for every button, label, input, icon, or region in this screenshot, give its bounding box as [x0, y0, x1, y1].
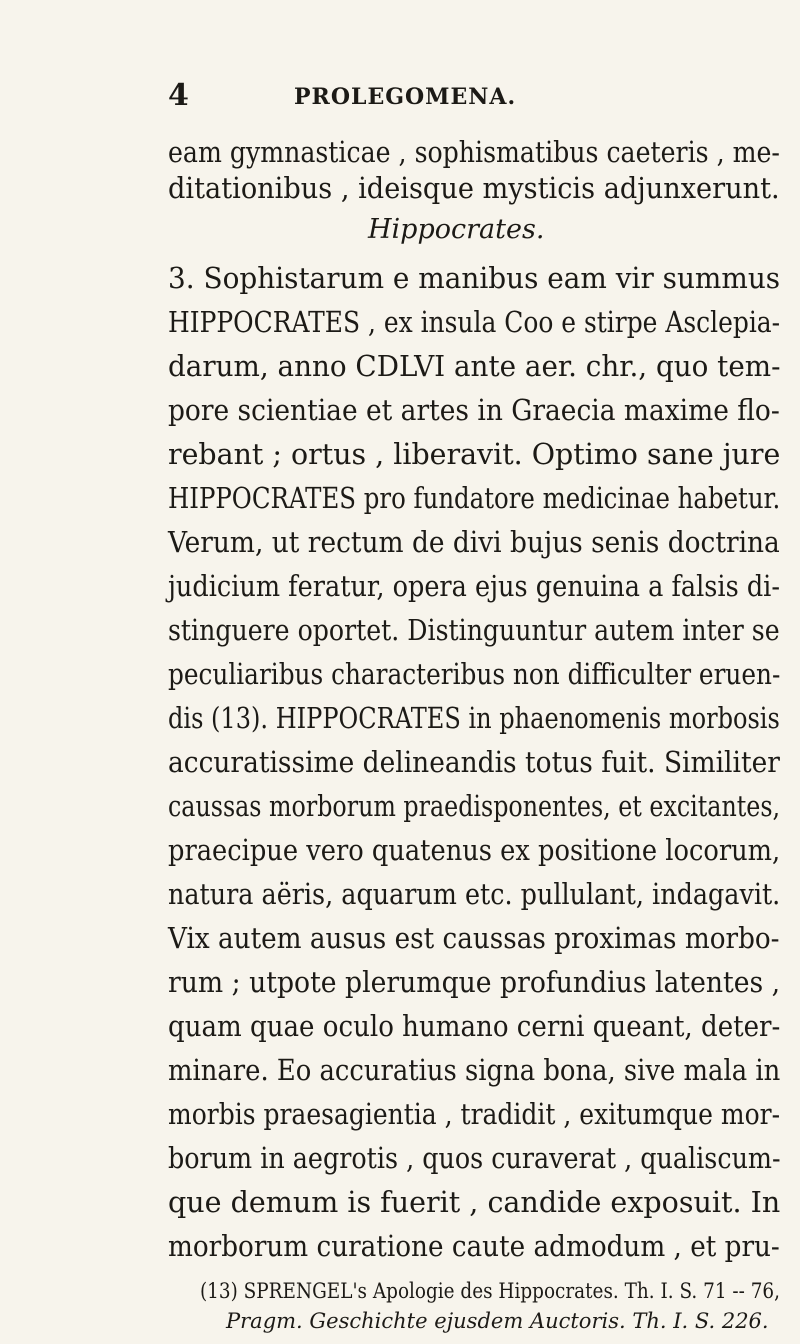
text-line: eam gymnasticae , sophismatibus caeteris , me- — [168, 135, 780, 169]
text-line: stinguere oportet. Distinguuntur autem inter se — [168, 613, 780, 647]
text-line: peculiaribus characteribus non difficulter eruen- — [168, 657, 781, 691]
text-line: HIPPOCRATES , ex insula Coo e stirpe Asclepia- — [168, 305, 781, 339]
text-line: Verum, ut rectum de divi bujus senis doctrina — [168, 525, 780, 559]
footnote-line: (13) SPRENGEL's Apologie des Hippocrates. Th. I. S. 71 -- 76, — [200, 1279, 780, 1303]
text-line: caussas morborum praedisponentes, et excitantes, — [168, 789, 781, 823]
text-line: darum, anno CDLVI ante aer. chr., quo tem- — [168, 349, 781, 383]
text-line: 3. Sophistarum e manibus eam vir summus — [168, 261, 781, 295]
text-line: dis (13). HIPPOCRATES in phaenomenis morbosis — [168, 701, 780, 735]
text-line: ditationibus , ideisque mysticis adjunxerunt. — [168, 171, 780, 205]
text-line: pore scientiae et artes in Graecia maxime flo- — [168, 393, 780, 427]
text-line: praecipue vero quatenus ex positione locorum, — [168, 833, 781, 867]
text-line: rebant ; ortus , liberavit. Optimo sane jure — [168, 437, 781, 471]
footnote-line: Pragm. Geschichte ejusdem Auctoris. Th. I. S. 226. — [226, 1309, 769, 1333]
text-line: morbis praesagientia , tradidit , exitumque mor- — [168, 1097, 781, 1131]
text-line: minare. Eo accuratius signa bona, sive mala in — [168, 1053, 781, 1087]
page-header — [168, 78, 688, 114]
text-line: judicium feratur, opera ejus genuina a falsis di- — [168, 569, 780, 603]
text-line: rum ; utpote plerumque profundius latentes , — [168, 965, 781, 999]
text-line: natura aëris, aquarum etc. pullulant, indagavit. — [168, 877, 781, 911]
text-line: morborum curatione caute admodum , et pru- — [168, 1229, 780, 1263]
running-title: PROLEGOMENA. — [294, 84, 517, 110]
page-number: 4 — [168, 78, 189, 113]
text-line: que demum is fuerit , candide exposuit. In — [168, 1185, 781, 1219]
section-title: Hippocrates. — [368, 214, 545, 245]
text-line: quam quae oculo humano cerni queant, deter- — [168, 1009, 781, 1043]
text-line: borum in aegrotis , quos curaverat , qualiscum- — [168, 1141, 781, 1175]
text-line: Vix autem ausus est caussas proximas morbo- — [168, 921, 780, 955]
text-line: HIPPOCRATES pro fundatore medicinae habetur. — [168, 481, 781, 515]
text-line: accuratissime delineandis totus fuit. Similiter — [168, 745, 780, 779]
